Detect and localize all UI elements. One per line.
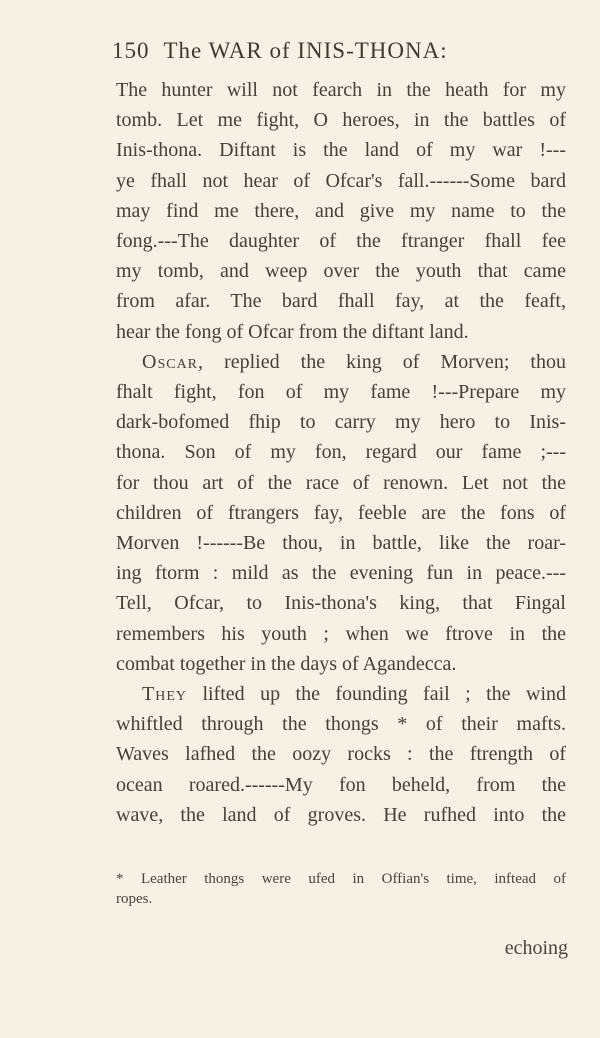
line-text: dark-bofomed fhip to carry my hero to Inis-: [116, 411, 566, 433]
catchword: echoing: [504, 937, 568, 959]
line-text: may find me there, and give my name to the: [116, 200, 566, 222]
text-line: [116, 199, 566, 223]
line-text: combat together in the days of Agandecca.: [116, 653, 457, 675]
line-text: ocean roared.------My fon beheld, from the: [116, 774, 566, 796]
small-caps-lead: Oscar: [142, 351, 199, 373]
text-line: [116, 380, 566, 404]
text-line: [116, 471, 566, 495]
line-text: remembers his youth ; when we ftrove in the: [116, 623, 566, 645]
line-text: children of ftrangers fay, feeble are the fons of: [116, 502, 566, 524]
line-text: Waves lafhed the oozy rocks : the ftrength of: [116, 743, 566, 765]
line-text: tomb. Let me fight, O heroes, in the battles of: [116, 109, 566, 131]
line-text: hear the fong of Ofcar from the diftant land.: [116, 321, 469, 343]
text-line: [116, 259, 566, 283]
line-text: ye fhall not hear of Ofcar's fall.------Some bard: [116, 170, 566, 192]
text-line: [116, 501, 566, 525]
text-line: [116, 773, 566, 797]
line-text: wave, the land of groves. He rufhed into the: [116, 804, 566, 826]
line-text: ing ftorm : mild as the evening fun in peace.---: [116, 562, 566, 584]
text-line: [116, 108, 566, 132]
footnote-line: ropes.: [116, 891, 153, 907]
line-text: lifted up the founding fail ; the wind: [187, 683, 566, 705]
line-text: from afar. The bard fhall fay, at the feaft,: [116, 290, 566, 312]
line-text: Tell, Ofcar, to Inis-thona's king, that Fingal: [116, 592, 566, 614]
line-text: Inis-thona. Diftant is the land of my war !---: [116, 139, 566, 161]
chapter-title: The WAR of INIS-THONA:: [163, 38, 448, 63]
text-line: [116, 803, 566, 827]
text-line: [116, 622, 566, 646]
line-text: Morven !------Be thou, in battle, like the roar-: [116, 532, 566, 554]
line-text: The hunter will not fearch in the heath for my: [116, 79, 566, 101]
text-line: [116, 531, 566, 555]
text-line: [142, 350, 566, 374]
line-text: fhalt fight, fon of my fame !---Prepare my: [116, 381, 566, 403]
text-line: [116, 169, 566, 193]
text-line: [116, 289, 566, 313]
line-text: , replied the king of Morven; thou: [198, 351, 566, 373]
line-text: thona. Son of my fon, regard our fame ;---: [116, 441, 566, 463]
text-line: [116, 712, 566, 736]
text-line: [116, 440, 566, 464]
footnote-line: * Leather thongs were ufed in Offian's time, inftead of: [116, 871, 566, 887]
text-line: [142, 682, 566, 706]
line-text: for thou art of the race of renown. Let not the: [116, 472, 566, 494]
page-number: 150: [112, 38, 150, 63]
text-line: [116, 78, 566, 102]
text-line: [116, 591, 566, 615]
text-line: [116, 138, 566, 162]
line-text: my tomb, and weep over the youth that came: [116, 260, 566, 282]
footnote: [116, 869, 566, 909]
text-line: [116, 652, 566, 676]
text-line: [116, 320, 566, 344]
small-caps-lead: They: [142, 683, 187, 705]
line-text: whiftled through the thongs * of their mafts.: [116, 713, 566, 735]
line-text: fong.---The daughter of the ftranger fhall fee: [116, 230, 566, 252]
text-line: [116, 410, 566, 434]
text-line: [116, 561, 566, 585]
text-line: [116, 229, 566, 253]
text-line: [116, 742, 566, 766]
